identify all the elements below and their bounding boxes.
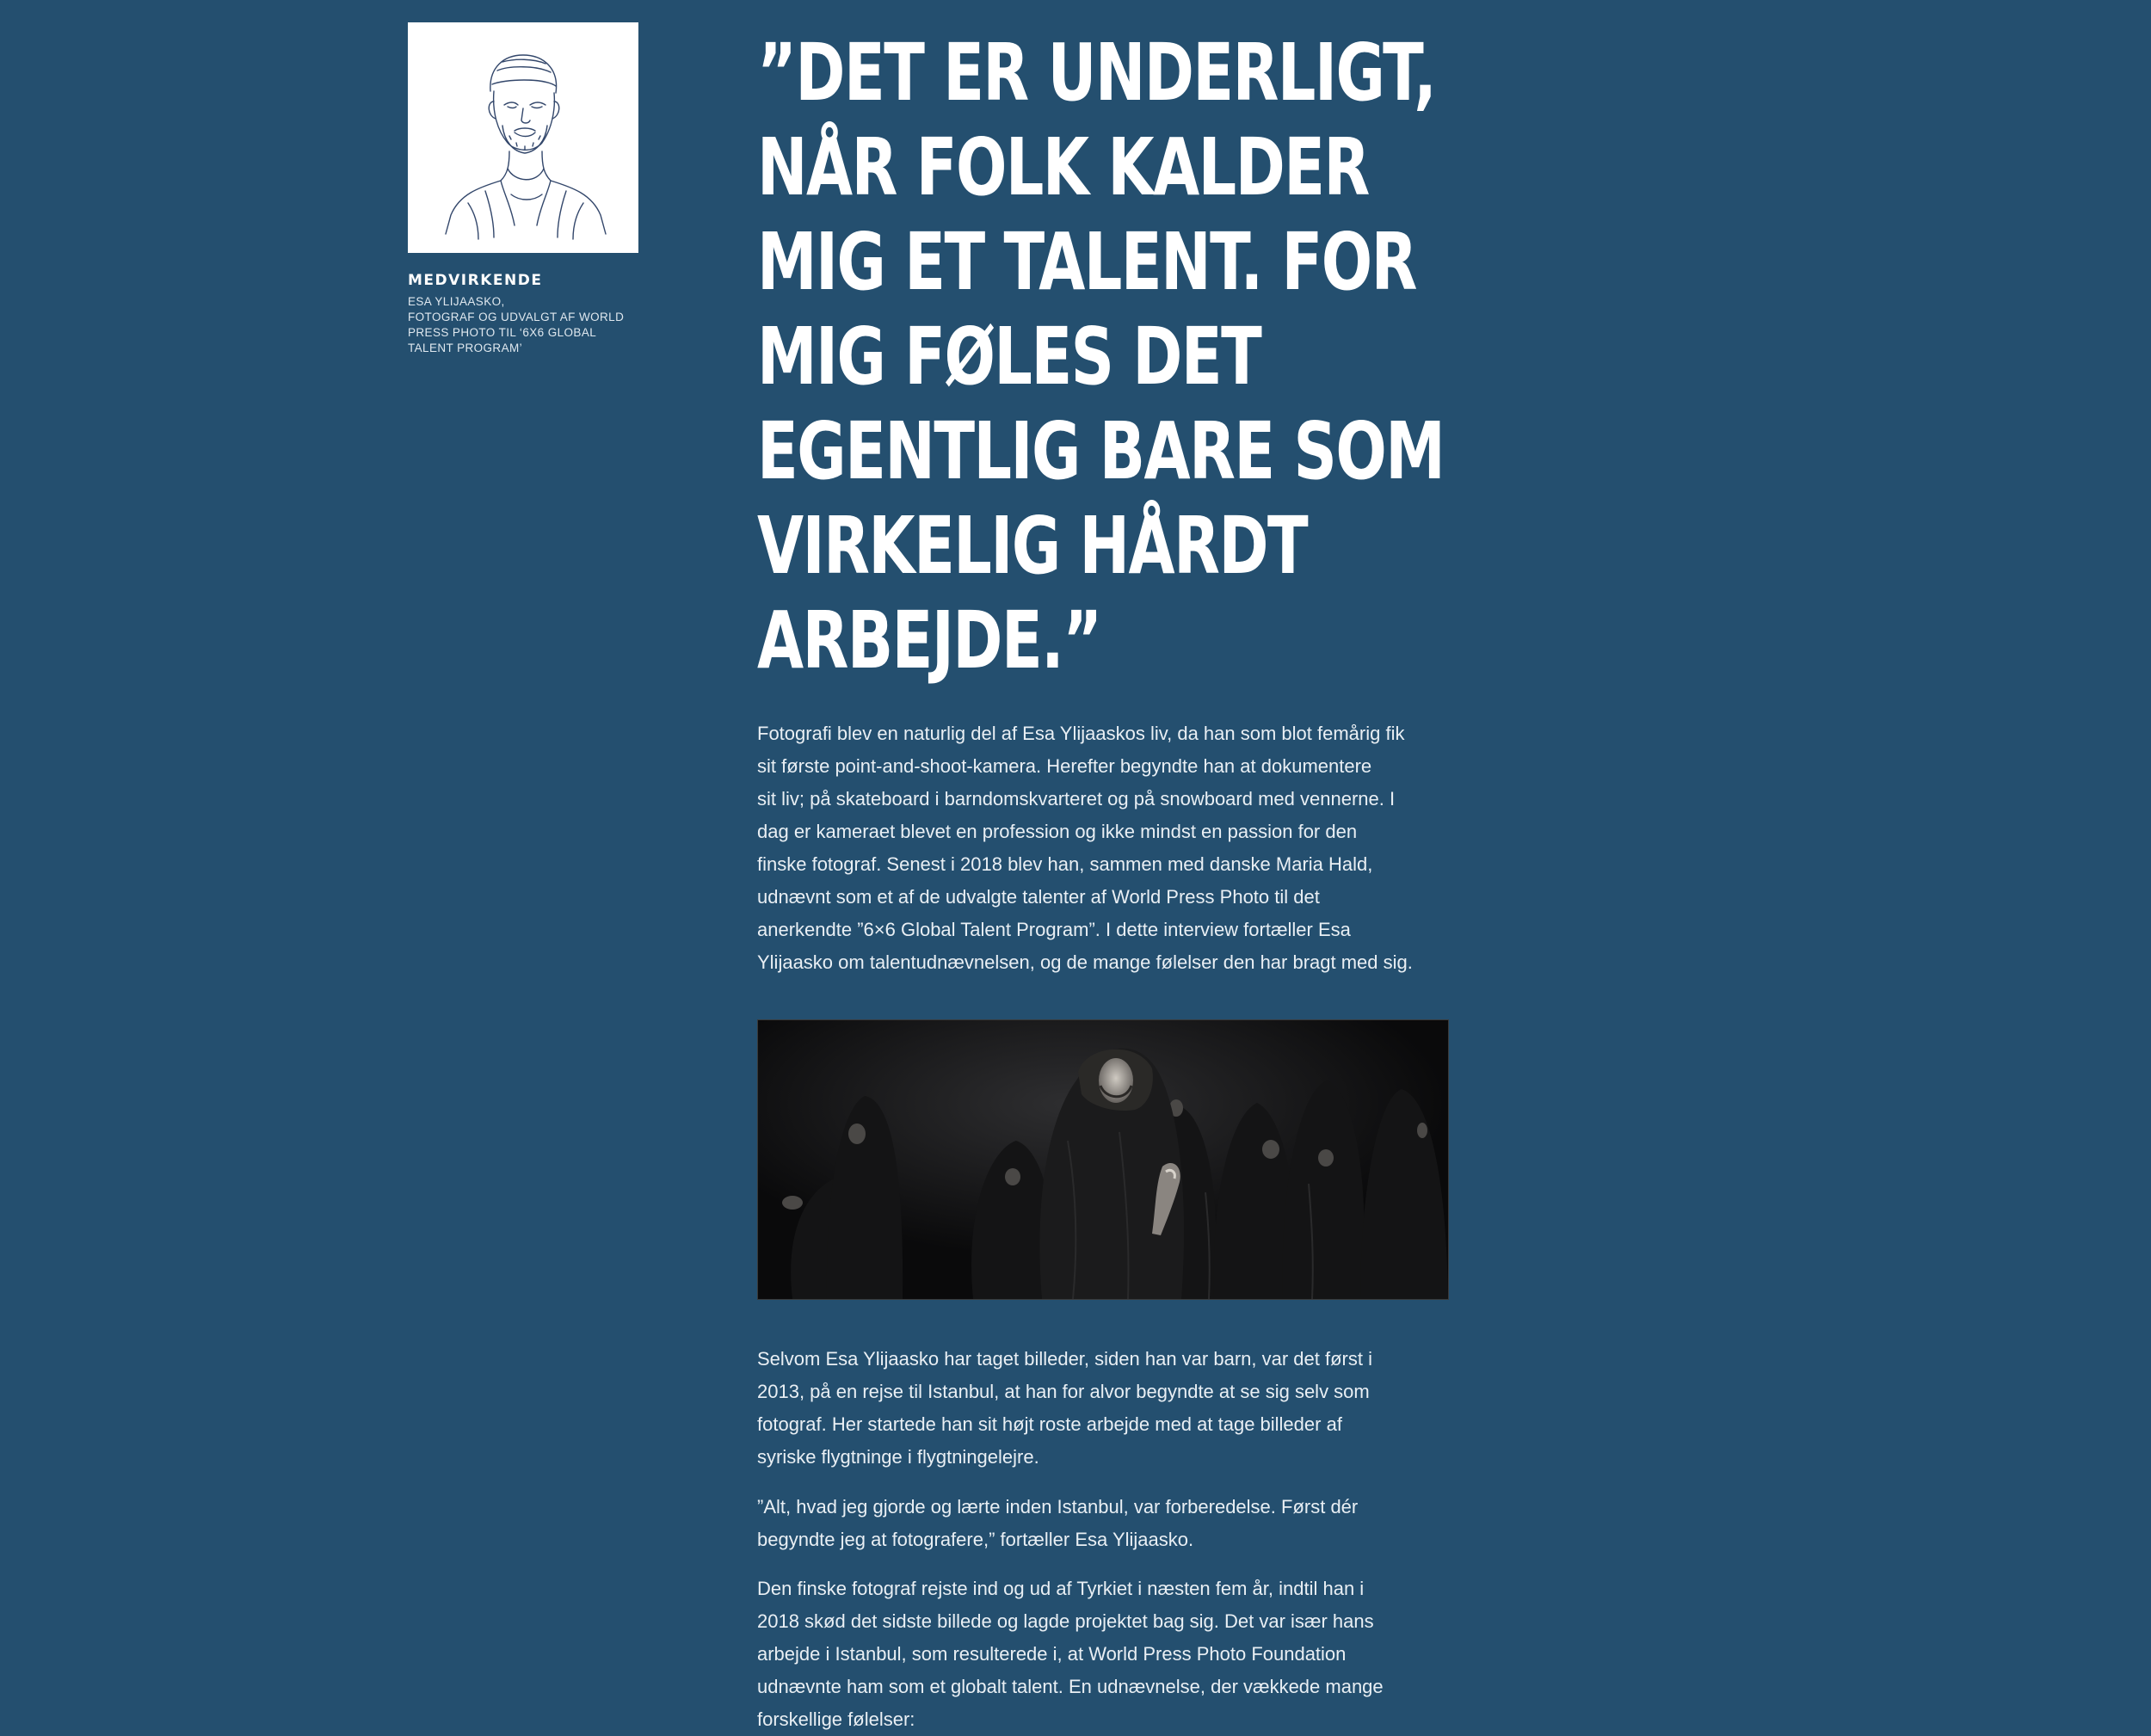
pull-quote (757, 26, 1454, 688)
pull-quote-line: MIG ET TALENT. FOR (757, 216, 1417, 308)
contributor-description-line: ESA YLIJAASKO, (408, 295, 505, 308)
article-main (757, 26, 1454, 1730)
contributor-description-line: PRESS PHOTO TIL ‘6X6 GLOBAL (408, 326, 597, 339)
pull-quote-line: VIRKELIG HÅRDT (757, 500, 1308, 592)
hooded-figures-photo (758, 1020, 1448, 1299)
paragraph-line: sit liv; på skateboard i barndomskvarteret og på snowboard med vennerne. I (757, 788, 1396, 810)
contributor-portrait-illustration (408, 22, 638, 253)
contributor-portrait (408, 22, 638, 253)
paragraph-line: 2013, på en rejse til Istanbul, at han for alvor begyndte at se sig selv som (757, 1381, 1370, 1402)
intro-paragraph (757, 717, 1413, 979)
body-paragraph (757, 1573, 1384, 1736)
contributor-description (408, 294, 640, 356)
paragraph-line: anerkendte ”6×6 Global Talent Program”. I dette interview fortæller Esa (757, 919, 1351, 940)
pull-quote-line: MIG FØLES DET (757, 311, 1261, 403)
pull-quote-line: ARBEJDE.” (757, 594, 1101, 686)
paragraph-line: syriske flygtninge i flygtningelejre. (757, 1446, 1039, 1468)
paragraph-line: sit første point-and-shoot-kamera. Herefter begyndte han at dokumentere (757, 755, 1372, 777)
contributor-panel (408, 22, 640, 356)
contributor-description-line: FOTOGRAF OG UDVALGT AF WORLD (408, 311, 625, 323)
paragraph-line: Selvom Esa Ylijaasko har taget billeder, siden han var barn, var det først i (757, 1348, 1372, 1370)
pull-quote-line: ”DET ER UNDERLIGT, (757, 27, 1436, 119)
paragraph-line: Fotografi blev en naturlig del af Esa Ylijaaskos liv, da han som blot femårig fik (757, 723, 1405, 744)
paragraph-line: forskellige følelser: (757, 1708, 915, 1730)
paragraph-line: dag er kameraet blevet en profession og ikke mindst en passion for den (757, 821, 1358, 842)
pull-quote-line: EGENTLIG BARE SOM (757, 405, 1445, 497)
contributor-description-line: TALENT PROGRAM’ (408, 342, 523, 354)
contributor-label: MEDVIRKENDE (408, 272, 543, 289)
paragraph-line: udnævnte ham som et globalt talent. En udnævnelse, der vækkede mange (757, 1676, 1384, 1697)
paragraph-line: udnævnt som et af de udvalgte talenter af World Press Photo til det (757, 886, 1320, 908)
paragraph-line: arbejde i Istanbul, som resulterede i, at World Press Photo Foundation (757, 1643, 1347, 1665)
paragraph-line: begyndte jeg at fotografere,” fortæller Esa Ylijaasko. (757, 1529, 1194, 1550)
body-paragraph (757, 1343, 1372, 1474)
body-paragraph (757, 1491, 1358, 1556)
article-photo (757, 1019, 1449, 1300)
paragraph-line: finske fotograf. Senest i 2018 blev han, sammen med danske Maria Hald, (757, 853, 1373, 875)
pull-quote-line: NÅR FOLK KALDER (757, 121, 1369, 213)
paragraph-line: fotograf. Her startede han sit højt roste arbejde med at tage billeder af (757, 1413, 1342, 1435)
paragraph-line: ”Alt, hvad jeg gjorde og lærte inden Istanbul, var forberedelse. Først dér (757, 1496, 1359, 1517)
paragraph-line: Den finske fotograf rejste ind og ud af Tyrkiet i næsten fem år, indtil han i (757, 1578, 1365, 1599)
paragraph-line: Ylijaasko om talentudnævnelsen, og de mange følelser den har bragt med sig. (757, 951, 1413, 973)
paragraph-line: 2018 skød det sidste billede og lagde projektet bag sig. Det var især hans (757, 1610, 1374, 1632)
